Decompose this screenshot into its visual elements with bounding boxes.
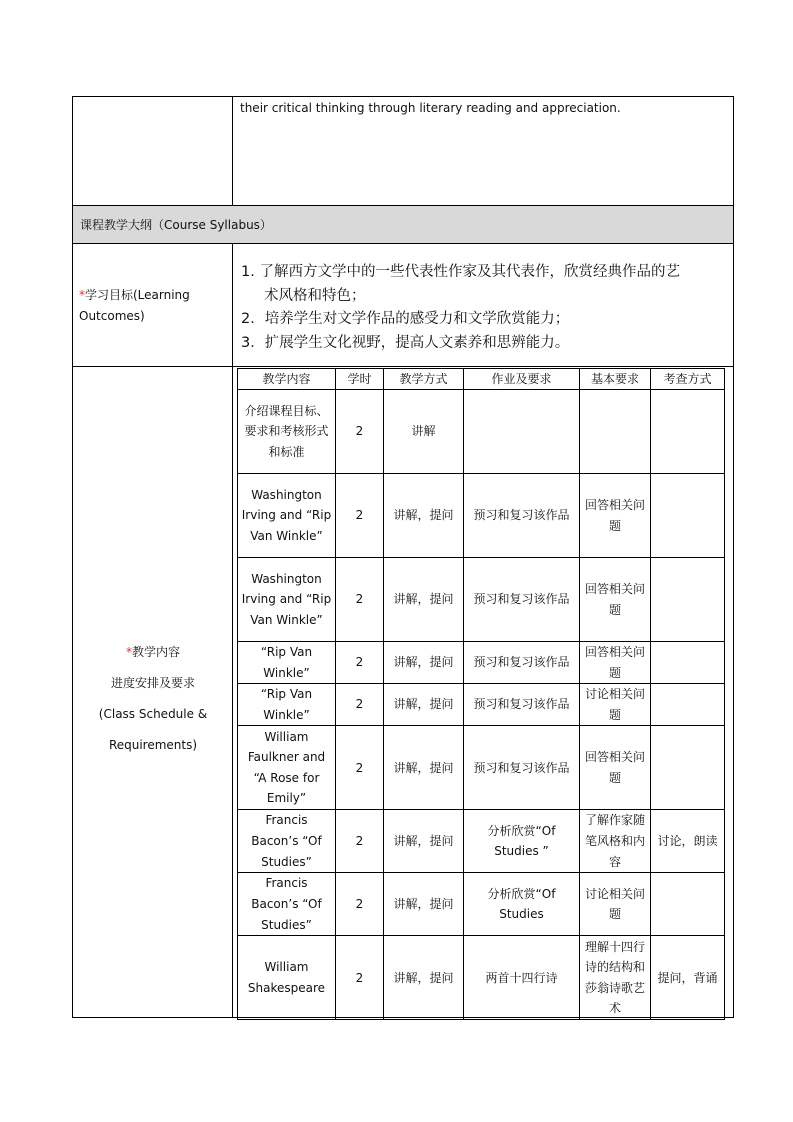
cell-hours: 2: [336, 684, 384, 726]
cell-method: 讲解，提问: [384, 936, 464, 1020]
cell-method: 讲解，提问: [384, 810, 464, 873]
table-row: [238, 684, 725, 726]
row-divider: [72, 205, 734, 206]
cell-hours: 2: [336, 936, 384, 1020]
cell-method: 讲解，提问: [384, 558, 464, 642]
cell-homework: 分析欣赏“Of Studies ”: [464, 810, 580, 873]
col-header-basic-req: 基本要求: [580, 369, 651, 390]
cell-homework: 预习和复习该作品: [464, 684, 580, 726]
cell-basic-req: 回答相关问题: [580, 726, 651, 810]
required-marker: *: [79, 288, 85, 302]
cell-basic-req: 讨论相关问题: [580, 873, 651, 936]
cell-method: 讲解，提问: [384, 642, 464, 684]
cell-basic-req: 理解十四行诗的结构和莎翁诗歌艺术: [580, 936, 651, 1020]
cell-content: Washington Irving and “Rip Van Winkle”: [238, 558, 336, 642]
cell-homework: [464, 390, 580, 474]
cell-content: 介绍课程目标、要求和考核形式和标准: [238, 390, 336, 474]
cell-hours: 2: [336, 474, 384, 558]
cell-basic-req: 回答相关问题: [580, 642, 651, 684]
outcome-item: 3．扩展学生文化视野，提高人文素养和思辨能力。: [241, 334, 570, 351]
table-row: [238, 936, 725, 1020]
outcome-item: 2．培养学生对文学作品的感受力和文学欣赏能力；: [241, 311, 570, 327]
cell-basic-req: 讨论相关问题: [580, 684, 651, 726]
cell-content: “Rip Van Winkle”: [238, 642, 336, 684]
schedule-label-line: Requirements): [108, 738, 198, 752]
cell-homework: 预习和复习该作品: [464, 642, 580, 684]
cell-homework: 预习和复习该作品: [464, 474, 580, 558]
schedule-label-line: 进度安排及要求: [110, 676, 195, 690]
table-row: [238, 873, 725, 936]
cell-hours: 2: [336, 873, 384, 936]
cell-content: Francis Bacon’s “Of Studies”: [238, 873, 336, 936]
cell-assessment: [651, 726, 725, 810]
cell-hours: 2: [336, 642, 384, 684]
row-divider: [72, 243, 734, 244]
learning-outcomes-list: [241, 261, 731, 355]
cell-basic-req: 回答相关问题: [580, 474, 651, 558]
cell-homework: 分析欣赏“Of Studies: [464, 873, 580, 936]
table-row: [238, 642, 725, 684]
cell-method: 讲解，提问: [384, 873, 464, 936]
cell-hours: 2: [336, 558, 384, 642]
cell-assessment: 提问，背诵: [651, 936, 725, 1020]
learning-outcomes-label-text: 学习目标(Learning Outcomes): [79, 288, 190, 323]
col-header-assessment: 考查方式: [651, 369, 725, 390]
table-row: [238, 810, 725, 873]
cell-method: 讲解: [384, 390, 464, 474]
cell-assessment: [651, 558, 725, 642]
required-marker: *: [125, 645, 132, 659]
column-divider: [232, 96, 233, 206]
cell-basic-req: 回答相关问题: [580, 558, 651, 642]
col-header-method: 教学方式: [384, 369, 464, 390]
cell-method: 讲解，提问: [384, 726, 464, 810]
cell-homework: 预习和复习该作品: [464, 558, 580, 642]
cell-assessment: 讨论，朗读: [651, 810, 725, 873]
cell-assessment: [651, 474, 725, 558]
cell-content: Washington Irving and “Rip Van Winkle”: [238, 474, 336, 558]
cell-method: 讲解，提问: [384, 474, 464, 558]
cell-content: William Shakespeare: [238, 936, 336, 1020]
outcome-item: 术风格和特色；: [264, 287, 366, 304]
table-row: [238, 390, 725, 474]
col-header-content: 教学内容: [238, 369, 336, 390]
cell-hours: 2: [336, 726, 384, 810]
cell-assessment: [651, 873, 725, 936]
cell-basic-req: [580, 390, 651, 474]
table-row: [238, 726, 725, 810]
schedule-table: [237, 368, 725, 1020]
cell-assessment: [651, 642, 725, 684]
cell-assessment: [651, 390, 725, 474]
cell-assessment: [651, 684, 725, 726]
cell-hours: 2: [336, 390, 384, 474]
section-header: 课程教学大纲（Course Syllabus）: [80, 218, 272, 232]
schedule-label: [76, 637, 230, 761]
col-header-homework: 作业及要求: [464, 369, 580, 390]
table-row: [238, 474, 725, 558]
cell-content: William Faulkner and “A Rose for Emily”: [238, 726, 336, 810]
schedule-header-row: [238, 369, 725, 390]
table-row: [238, 558, 725, 642]
cell-hours: 2: [336, 810, 384, 873]
schedule-label-line: (Class Schedule &: [98, 707, 208, 721]
cell-content: Francis Bacon’s “Of Studies”: [238, 810, 336, 873]
cell-method: 讲解，提问: [384, 684, 464, 726]
column-divider: [232, 243, 233, 1018]
top-cell-text: their critical thinking through literary reading and appreciation.: [240, 101, 621, 115]
row-divider: [72, 366, 734, 367]
learning-outcomes-label: [79, 285, 227, 327]
col-header-hours: 学时: [336, 369, 384, 390]
cell-homework: 预习和复习该作品: [464, 726, 580, 810]
cell-homework: 两首十四行诗: [464, 936, 580, 1020]
outcome-item: 1. 了解西方文学中的一些代表性作家及其代表作，欣赏经典作品的艺: [241, 264, 680, 280]
cell-content: “Rip Van Winkle”: [238, 684, 336, 726]
cell-basic-req: 了解作家随笔风格和内容: [580, 810, 651, 873]
schedule-label-title: *教学内容: [125, 645, 180, 659]
